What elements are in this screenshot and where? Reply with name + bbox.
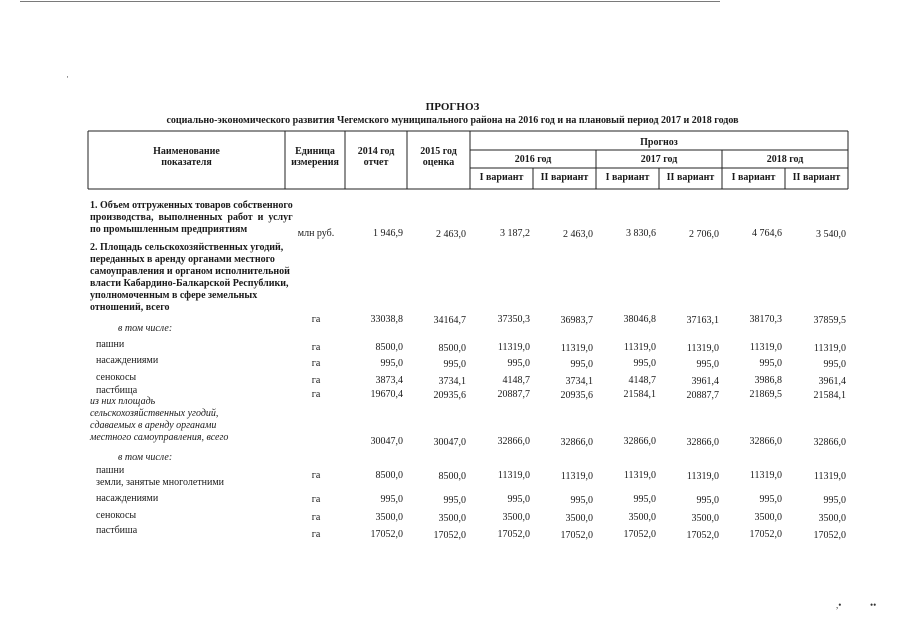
- row-value: 995,0: [633, 358, 656, 369]
- row-unit: га: [311, 314, 321, 325]
- row-value: 3500,0: [818, 513, 846, 524]
- row-unit: га: [311, 358, 321, 369]
- row-value: 11319,0: [813, 471, 846, 482]
- scan-speck: ••: [870, 600, 877, 610]
- row-value: 21869,5: [749, 389, 782, 400]
- header-year-2017: 2017 год: [640, 154, 678, 165]
- row-value: 3734,1: [565, 376, 593, 387]
- row-value: 30047,0: [433, 437, 466, 448]
- header-forecast: Прогноз: [640, 137, 678, 148]
- row-value: 2 463,0: [563, 229, 593, 240]
- row-label: пашни земли, занятые многолетними: [96, 465, 225, 488]
- row-value: 8500,0: [438, 471, 466, 482]
- document-title: ПРОГНОЗ: [425, 101, 480, 113]
- row-value: 3986,8: [754, 375, 782, 386]
- row-unit: га: [311, 342, 321, 353]
- row-unit: га: [311, 529, 321, 540]
- row-value: 32866,0: [497, 436, 530, 447]
- row-value: 995,0: [696, 359, 719, 370]
- row-value: 11319,0: [686, 343, 719, 354]
- row-value: 4148,7: [502, 375, 530, 386]
- row-value: 3500,0: [628, 512, 656, 523]
- row-value: 3961,4: [818, 376, 846, 387]
- row-value: 17052,0: [497, 529, 530, 540]
- row-value: 2 706,0: [689, 229, 719, 240]
- row-value: 11319,0: [749, 470, 782, 481]
- row-value: 17052,0: [686, 530, 719, 541]
- row-unit: га: [311, 389, 321, 400]
- row-value: 32866,0: [686, 437, 719, 448]
- row-value: 4148,7: [628, 375, 656, 386]
- row-label: пастбища: [96, 385, 138, 396]
- row-value: 11319,0: [749, 342, 782, 353]
- row-value: 995,0: [507, 494, 530, 505]
- row-value: 995,0: [759, 358, 782, 369]
- row-value: 3500,0: [754, 512, 782, 523]
- header-indicator: Наименование показателя: [153, 146, 220, 168]
- row-unit: га: [311, 512, 321, 523]
- row-value: 995,0: [507, 358, 530, 369]
- row-value: 11319,0: [813, 343, 846, 354]
- row-value: 17052,0: [370, 529, 403, 540]
- row-value: 995,0: [633, 494, 656, 505]
- row-value: 21584,1: [623, 389, 656, 400]
- row-value: 3 540,0: [816, 229, 846, 240]
- header-variant: I вариант: [731, 172, 776, 183]
- row-value: 17052,0: [560, 530, 593, 541]
- row-value: 20887,7: [497, 389, 530, 400]
- row-value: 32866,0: [623, 436, 656, 447]
- header-variant: II вариант: [666, 172, 715, 183]
- row-value: 37163,1: [686, 315, 719, 326]
- row-value: 3734,1: [438, 376, 466, 387]
- row-value: 20935,6: [433, 390, 466, 401]
- row-value: 32866,0: [560, 437, 593, 448]
- row-label: насаждениями: [96, 355, 159, 366]
- header-2015: 2015 год оценка: [420, 146, 457, 168]
- document-subtitle: социально-экономического развития Чегемского муниципального района на 2016 год и на плановый период 2017 и 2018 годов: [166, 115, 739, 126]
- row-value: 3873,4: [375, 375, 403, 386]
- header-2014: 2014 год отчет: [357, 146, 395, 168]
- row-label: 2. Площадь сельскохозяйственных угодий, переданных в аренду органами местного самоуправления и органом исполнительной власти Кабардино-Балкарской Республики, уполномоченным в сфере земельных отношений, всего: [90, 242, 290, 313]
- row-value: 8500,0: [375, 470, 403, 481]
- row-value: 3500,0: [375, 512, 403, 523]
- row-value: 11319,0: [623, 470, 656, 481]
- row-value: 995,0: [823, 495, 846, 506]
- row-value: 11319,0: [497, 342, 530, 353]
- row-value: 1 946,9: [373, 228, 403, 239]
- row-value: 3961,4: [691, 376, 719, 387]
- row-value: 995,0: [443, 495, 466, 506]
- row-value: 11319,0: [623, 342, 656, 353]
- row-value: 3500,0: [438, 513, 466, 524]
- row-value: 3 187,2: [500, 228, 530, 239]
- header-year-2016: 2016 год: [514, 154, 552, 165]
- row-value: 995,0: [696, 495, 719, 506]
- row-value: 3500,0: [565, 513, 593, 524]
- row-value: 21584,1: [813, 390, 846, 401]
- row-label: из них площадь сельскохозяйственных угодий, сдаваемых в аренду органами местного самоуправления, всего: [90, 396, 229, 443]
- row-unit: га: [311, 470, 321, 481]
- row-value: 3500,0: [691, 513, 719, 524]
- header-variant: I вариант: [605, 172, 650, 183]
- header-year-2018: 2018 год: [766, 154, 804, 165]
- row-unit: га: [311, 375, 321, 386]
- row-label: в том числе:: [118, 323, 173, 334]
- row-value: 30047,0: [370, 436, 403, 447]
- row-value: 32866,0: [749, 436, 782, 447]
- scan-speck: ·: [66, 72, 69, 82]
- row-unit: га: [311, 494, 321, 505]
- row-label: пашни: [96, 339, 125, 350]
- row-value: 38170,3: [749, 314, 782, 325]
- row-value: 17052,0: [433, 530, 466, 541]
- row-value: 37350,3: [497, 314, 530, 325]
- row-unit: млн руб.: [297, 228, 335, 239]
- row-value: 11319,0: [560, 343, 593, 354]
- row-value: 995,0: [380, 358, 403, 369]
- header-variant: II вариант: [792, 172, 841, 183]
- row-value: 20935,6: [560, 390, 593, 401]
- row-value: 17052,0: [623, 529, 656, 540]
- row-value: 4 764,6: [752, 228, 782, 239]
- scan-speck: ,•: [836, 600, 842, 610]
- row-value: 995,0: [823, 359, 846, 370]
- row-label: в том числе:: [118, 452, 173, 463]
- row-value: 19670,4: [370, 389, 403, 400]
- row-value: 37859,5: [813, 315, 846, 326]
- row-value: 17052,0: [813, 530, 846, 541]
- row-value: 995,0: [380, 494, 403, 505]
- scan-edge-line: [20, 1, 720, 2]
- row-value: 11319,0: [686, 471, 719, 482]
- row-label: насаждениями: [96, 493, 159, 504]
- row-value: 20887,7: [686, 390, 719, 401]
- row-value: 36983,7: [560, 315, 593, 326]
- row-value: 995,0: [570, 359, 593, 370]
- row-value: 3500,0: [502, 512, 530, 523]
- row-value: 2 463,0: [436, 229, 466, 240]
- row-value: 11319,0: [560, 471, 593, 482]
- row-value: 8500,0: [438, 343, 466, 354]
- row-value: 32866,0: [813, 437, 846, 448]
- row-value: 8500,0: [375, 342, 403, 353]
- header-variant: I вариант: [479, 172, 524, 183]
- row-value: 3 830,6: [626, 228, 656, 239]
- row-value: 34164,7: [433, 315, 466, 326]
- header-unit: Единица измерения: [291, 146, 339, 168]
- row-value: 33038,8: [370, 314, 403, 325]
- row-value: 995,0: [443, 359, 466, 370]
- row-value: 17052,0: [749, 529, 782, 540]
- row-value: 38046,8: [623, 314, 656, 325]
- row-label: пастбиша: [96, 525, 138, 536]
- row-label: сенокосы: [96, 372, 137, 383]
- row-value: 995,0: [759, 494, 782, 505]
- header-variant: II вариант: [540, 172, 589, 183]
- row-value: 995,0: [570, 495, 593, 506]
- row-label: 1. Объем отгруженных товаров собственного производства, выполненных работ и услуг по промышленным предприятиям: [90, 200, 293, 235]
- row-value: 11319,0: [497, 470, 530, 481]
- row-label: сенокосы: [96, 510, 137, 521]
